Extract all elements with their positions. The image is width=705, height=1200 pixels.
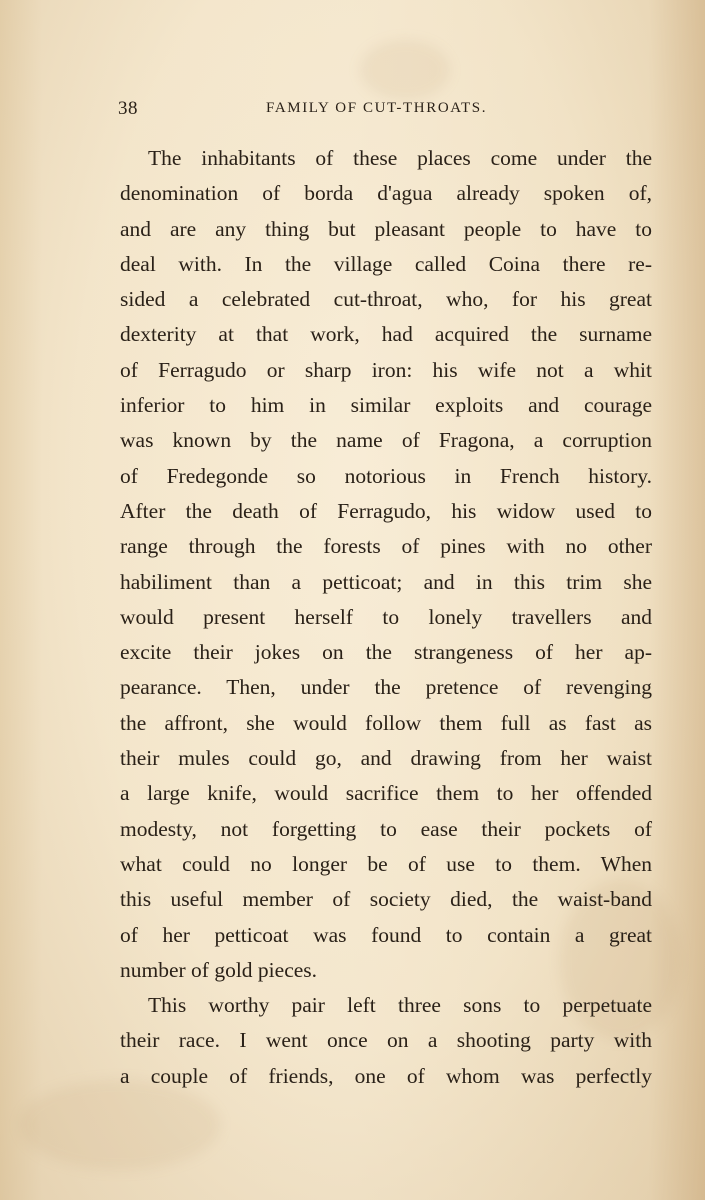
text-line: would present herself to lonely travellers and — [120, 604, 652, 629]
text-line: habiliment than a petticoat; and in this trim she — [120, 569, 652, 594]
page-number: 38 — [118, 98, 138, 119]
text-line: the affront, she would follow them full as fast as — [120, 710, 652, 735]
text-line: inferior to him in similar exploits and courage — [120, 393, 652, 418]
text-line: range through the forests of pines with no other — [120, 534, 652, 559]
text-line: The inhabitants of these places come under the — [148, 146, 652, 170]
text-line: this useful member of society died, the waist-band — [120, 887, 652, 912]
text-line: sided a celebrated cut-throat, who, for his great — [120, 287, 652, 312]
text-line: number of gold pieces. — [120, 957, 318, 982]
text-line: and are any thing but pleasant people to have to — [120, 216, 652, 241]
text-line: their race. I went once on a shooting party with — [120, 1028, 652, 1053]
text-line: After the death of Ferragudo, his widow used to — [120, 498, 652, 523]
paper-stain — [360, 40, 450, 100]
body-text — [120, 141, 652, 1094]
text-line: denomination of borda d'agua already spoken of, — [120, 181, 652, 206]
running-head: FAMILY OF CUT-THROATS. — [266, 100, 488, 116]
text-line: a couple of friends, one of whom was perfectly — [120, 1063, 652, 1088]
text-line: modesty, not forgetting to ease their pockets of — [120, 816, 652, 841]
text-line: of Fredegonde so notorious in French history. — [120, 463, 652, 488]
text-line: of her petticoat was found to contain a great — [120, 922, 652, 947]
page-header — [118, 98, 654, 124]
text-line: pearance. Then, under the pretence of revenging — [120, 675, 652, 700]
text-line: This worthy pair left three sons to perpetuate — [148, 993, 652, 1018]
text-line: excite their jokes on the strangeness of her ap- — [120, 640, 652, 665]
text-line: a large knife, would sacrifice them to her offended — [120, 781, 652, 806]
text-line: was known by the name of Fragona, a corruption — [120, 428, 652, 453]
text-line: their mules could go, and drawing from her waist — [120, 746, 652, 771]
text-line: dexterity at that work, had acquired the surname — [120, 322, 652, 347]
text-line: deal with. In the village called Coina there re- — [120, 251, 652, 276]
text-line: of Ferragudo or sharp iron: his wife not a whit — [120, 357, 652, 382]
text-line: what could no longer be of use to them. When — [120, 851, 652, 876]
